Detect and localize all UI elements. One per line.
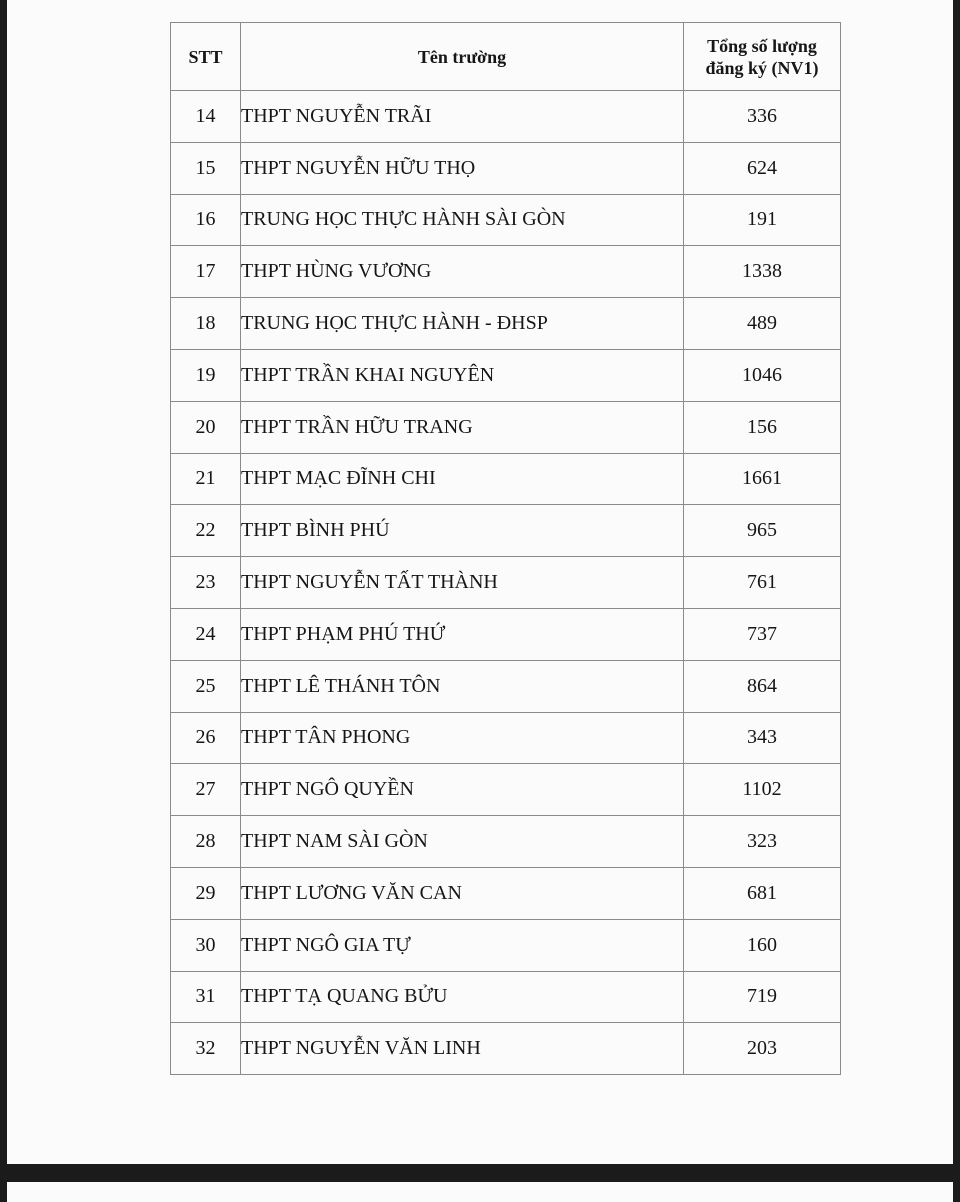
- header-count-line-2: đăng ký (NV1): [705, 57, 819, 78]
- table-row: [171, 401, 841, 453]
- row-stt-cell: 14: [171, 91, 241, 143]
- row-stt-cell: 24: [171, 608, 241, 660]
- row-stt-cell: 26: [171, 712, 241, 764]
- next-page-edge: [7, 1182, 953, 1202]
- row-count-cell: 1661: [684, 453, 841, 505]
- row-school-name-cell: THPT NGÔ GIA TỰ: [241, 919, 684, 971]
- table-row: [171, 971, 841, 1023]
- row-count-cell: 624: [684, 142, 841, 194]
- table-header-row: [171, 23, 841, 91]
- table-row: [171, 298, 841, 350]
- header-registration-count: [684, 23, 841, 91]
- row-count-cell: 1338: [684, 246, 841, 298]
- header-school-name: Tên trường: [241, 23, 684, 91]
- header-count-line-1: Tổng số lượng: [707, 35, 817, 56]
- row-count-cell: 864: [684, 660, 841, 712]
- row-stt-cell: 31: [171, 971, 241, 1023]
- table-row: [171, 1023, 841, 1075]
- row-count-cell: 160: [684, 919, 841, 971]
- table-row: [171, 660, 841, 712]
- row-stt-cell: 15: [171, 142, 241, 194]
- row-school-name-cell: THPT TẠ QUANG BỬU: [241, 971, 684, 1023]
- row-school-name-cell: THPT MẠC ĐĨNH CHI: [241, 453, 684, 505]
- row-school-name-cell: THPT NGUYỄN HỮU THỌ: [241, 142, 684, 194]
- row-count-cell: 489: [684, 298, 841, 350]
- row-stt-cell: 23: [171, 557, 241, 609]
- document-page: [7, 0, 953, 1164]
- table-row: [171, 712, 841, 764]
- row-stt-cell: 17: [171, 246, 241, 298]
- row-school-name-cell: TRUNG HỌC THỰC HÀNH - ĐHSP: [241, 298, 684, 350]
- row-count-cell: 681: [684, 867, 841, 919]
- row-school-name-cell: THPT LƯƠNG VĂN CAN: [241, 867, 684, 919]
- row-school-name-cell: THPT NGUYỄN TRÃI: [241, 91, 684, 143]
- row-stt-cell: 18: [171, 298, 241, 350]
- row-stt-cell: 32: [171, 1023, 241, 1075]
- table-row: [171, 142, 841, 194]
- row-stt-cell: 29: [171, 867, 241, 919]
- row-school-name-cell: THPT NGUYỄN TẤT THÀNH: [241, 557, 684, 609]
- row-count-cell: 343: [684, 712, 841, 764]
- row-school-name-cell: THPT TÂN PHONG: [241, 712, 684, 764]
- row-stt-cell: 16: [171, 194, 241, 246]
- row-school-name-cell: THPT PHẠM PHÚ THỨ: [241, 608, 684, 660]
- row-school-name-cell: THPT HÙNG VƯƠNG: [241, 246, 684, 298]
- table-row: [171, 194, 841, 246]
- row-count-cell: 336: [684, 91, 841, 143]
- row-count-cell: 203: [684, 1023, 841, 1075]
- row-count-cell: 1046: [684, 349, 841, 401]
- table-row: [171, 608, 841, 660]
- table-row: [171, 867, 841, 919]
- table-row: [171, 246, 841, 298]
- row-stt-cell: 30: [171, 919, 241, 971]
- row-stt-cell: 19: [171, 349, 241, 401]
- row-school-name-cell: THPT LÊ THÁNH TÔN: [241, 660, 684, 712]
- table-row: [171, 453, 841, 505]
- row-school-name-cell: TRUNG HỌC THỰC HÀNH SÀI GÒN: [241, 194, 684, 246]
- row-count-cell: 965: [684, 505, 841, 557]
- row-count-cell: 761: [684, 557, 841, 609]
- table-row: [171, 505, 841, 557]
- header-stt: STT: [171, 23, 241, 91]
- row-count-cell: 737: [684, 608, 841, 660]
- row-school-name-cell: THPT NAM SÀI GÒN: [241, 816, 684, 868]
- table-row: [171, 919, 841, 971]
- row-stt-cell: 20: [171, 401, 241, 453]
- table-row: [171, 91, 841, 143]
- table-row: [171, 557, 841, 609]
- row-school-name-cell: THPT TRẦN HỮU TRANG: [241, 401, 684, 453]
- row-school-name-cell: THPT NGUYỄN VĂN LINH: [241, 1023, 684, 1075]
- row-count-cell: 719: [684, 971, 841, 1023]
- row-school-name-cell: THPT TRẦN KHAI NGUYÊN: [241, 349, 684, 401]
- registration-table: [170, 22, 841, 1075]
- row-stt-cell: 25: [171, 660, 241, 712]
- table-row: [171, 349, 841, 401]
- table-row: [171, 816, 841, 868]
- row-stt-cell: 22: [171, 505, 241, 557]
- row-count-cell: 156: [684, 401, 841, 453]
- row-stt-cell: 21: [171, 453, 241, 505]
- row-count-cell: 323: [684, 816, 841, 868]
- row-stt-cell: 27: [171, 764, 241, 816]
- row-count-cell: 191: [684, 194, 841, 246]
- row-school-name-cell: THPT BÌNH PHÚ: [241, 505, 684, 557]
- table-row: [171, 764, 841, 816]
- row-school-name-cell: THPT NGÔ QUYỀN: [241, 764, 684, 816]
- row-stt-cell: 28: [171, 816, 241, 868]
- table-body: [171, 91, 841, 1075]
- row-count-cell: 1102: [684, 764, 841, 816]
